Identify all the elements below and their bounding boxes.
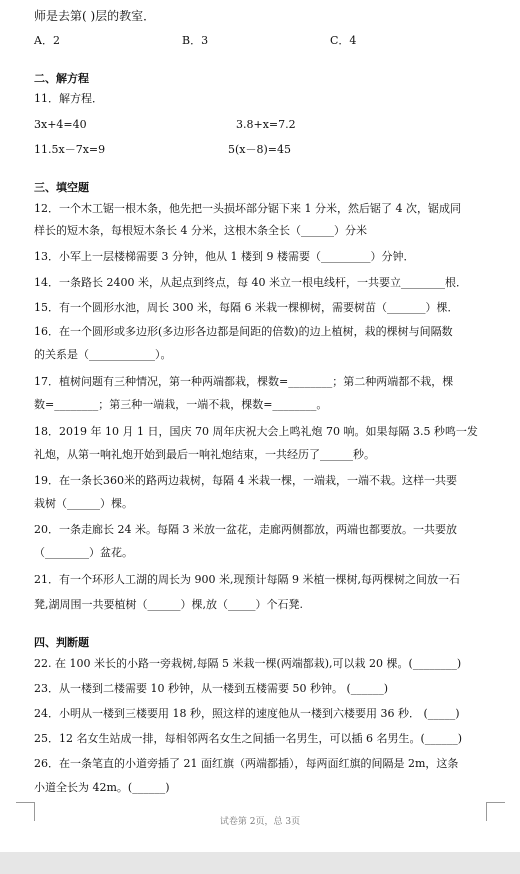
fill-line: 17．植树问题有三种情况，第一种两端都栽，棵数=________；第二种两端都不栽，棵: [34, 375, 454, 388]
fill-line: 礼炮，从第一响礼炮开始到最后一响礼炮结束，一共经历了______秒。: [34, 448, 375, 461]
question-11: 11．解方程．: [34, 92, 103, 105]
fill-line: 18．2019 年 10 月 1 日，国庆 70 周年庆祝大会上鸣礼炮 70 响。如果每隔 3.5 秒鸣一发: [34, 425, 478, 438]
section-title-fill-in: 三、填空题: [34, 181, 89, 194]
equation-4: 5(x－8)=45: [228, 143, 291, 156]
equation-1: 3x+4=40: [34, 118, 87, 131]
option-b: B．3: [182, 34, 209, 47]
fill-line: 20．一条走廊长 24 米。每隔 3 米放一盆花，走廊两侧都放，两端也都要放。一共要放: [34, 523, 457, 536]
fill-line: 12．一个木工锯一根木条，他先把一头损坏部分锯下来 1 分米，然后锯了 4 次，锯成同: [34, 202, 461, 215]
equation-2: 3.8+x=7.2: [236, 118, 296, 131]
judge-line: 24．小明从一楼到三楼要用 18 秒，照这样的速度他从一楼到六楼要用 36 秒． (_____): [34, 707, 460, 720]
fill-line: 样长的短木条，每根短木条长 4 分米，这根木条全长（______）分米: [34, 224, 367, 237]
fill-line: 凳,湖周围一共要植树（______）棵,放（_____）个石凳.: [34, 598, 303, 611]
equation-3: 11.5x－7x=9: [34, 143, 106, 156]
judge-line: 22. 在 100 米长的小路一旁栽树,每隔 5 米栽一棵(两端都栽),可以栽 20 棵。(________): [34, 657, 462, 670]
option-a: A．2: [34, 34, 60, 47]
fill-line: 数=________；第三种一端栽，一端不栽，棵数=________。: [34, 398, 328, 411]
judge-line: 26．在一条笔直的小道旁插了 21 面红旗（两端都插），每两面红旗的间隔是 2m，这条: [34, 757, 459, 770]
fill-line: 的关系是（____________）。: [34, 348, 172, 361]
viewer-bottom-bar: [0, 852, 520, 874]
fill-line: 15．有一个圆形水池，周长 300 米，每隔 6 米栽一棵柳树，需要树苗（_______）棵．: [34, 301, 459, 314]
section-title-judgment: 四、判断题: [34, 636, 89, 649]
option-c: C．4: [330, 34, 357, 47]
fill-line: 21．有一个环形人工湖的周长为 900 米,现预计每隔 9 米植一棵树,每两棵树之间放一石: [34, 573, 460, 586]
judge-line: 25．12 名女生站成一排，每相邻两名女生之间插一名男生，可以插 6 名男生。(______): [34, 732, 463, 745]
section-title-equations: 二、解方程: [34, 72, 89, 85]
fill-line: 栽树（______）棵。: [34, 497, 133, 510]
fill-line: （________）盆花。: [34, 546, 133, 559]
fill-line: 13．小军上一层楼梯需要 3 分钟，他从 1 楼到 9 楼需要（_________）分钟．: [34, 250, 415, 263]
fill-line: 14．一条路长 2400 米，从起点到终点，每 40 米立一根电线杆，一共要立________根．: [34, 276, 467, 289]
judge-line: 23．从一楼到二楼需要 10 秒钟，从一楼到五楼需要 50 秒钟。 (______): [34, 682, 389, 695]
question-10-continuation: 师是去第( )层的教室．: [34, 9, 156, 23]
judge-line: 小道全长为 42m。(______): [34, 781, 170, 794]
page-footer: 试卷第 2页，总 3页: [219, 817, 301, 827]
fill-line: 16．在一个圆形或多边形(多边形各边都是间距的倍数)的边上植树，栽的棵树与间隔数: [34, 325, 453, 338]
fill-line: 19．在一条长360米的路两边栽树，每隔 4 米栽一棵，一端栽，一端不栽。这样一共要: [34, 474, 457, 487]
